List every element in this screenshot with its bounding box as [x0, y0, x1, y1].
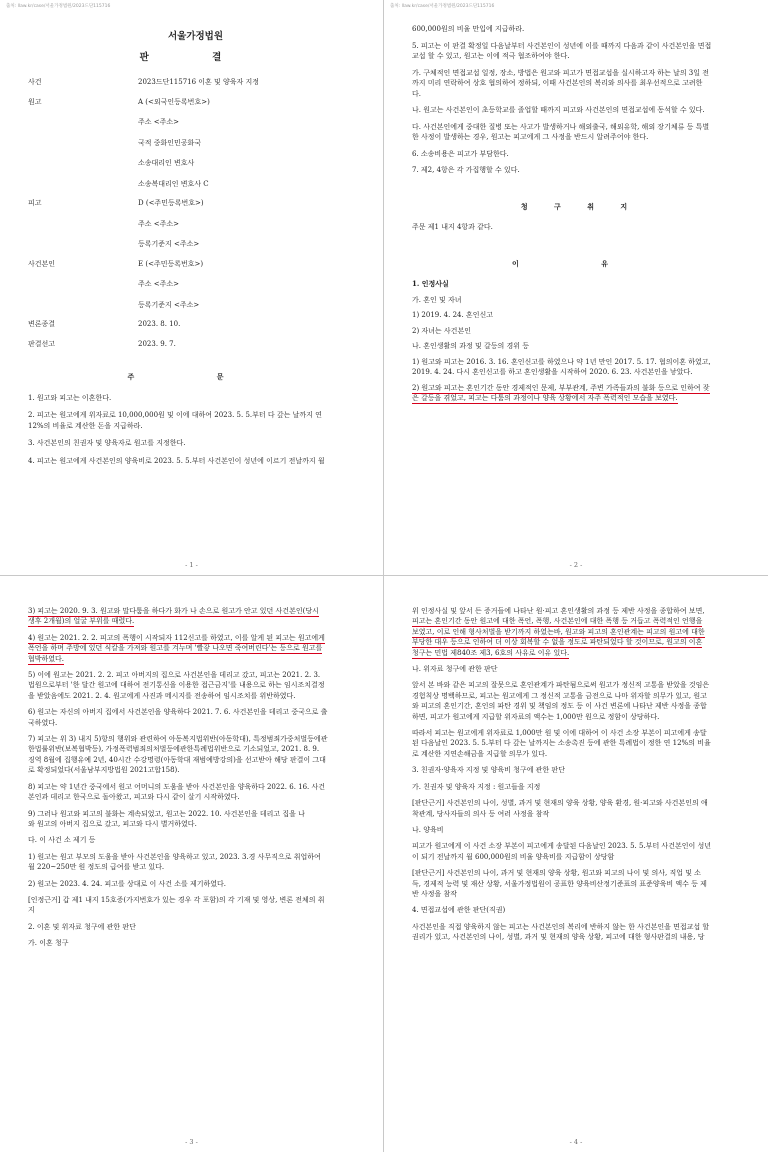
red-underline-text: 부당한 대우 등으로 인하여 더 이상 회복할 수 없을 정도로 파탄되었다 할 것이므로, 원고의 이혼	[412, 638, 703, 647]
court-name: 서울가정법원	[167, 31, 224, 42]
body-line: 징역 8월에 집행유예 2년, 40시간 수강명령(아동학대 재범예방강의)을 선고받아 해당 판결이 그대	[28, 755, 326, 764]
case-field-value: E (<주민등록번호>)	[138, 259, 204, 268]
case-field-label	[28, 158, 138, 169]
body-line: 2) 원고는 2023. 4. 24. 피고를 상대로 이 사건 소를 제기하였다.	[28, 879, 226, 888]
body-line: 착관계, 당사자들의 의사 등 여러 사정을 참작	[412, 809, 550, 818]
body-line: 득, 경제적 능력 및 재산 상황, 서울가정법원이 공표한 양육비산정기준표의 표준양육비 액수 등 제	[412, 879, 707, 888]
highlighted-line	[412, 616, 748, 626]
red-underline-text: 3) 피고는 2020. 9. 3. 원고와 말다툼을 하다가 화가 나 손으로 원고가 안고 있던 사건본인(당시	[28, 607, 319, 615]
body-line: 5) 이에 원고는 2021. 2. 2. 피고 아버지의 집으로 사건본인을 데리고 갔고, 피고는 2021. 2. 3.	[28, 671, 321, 680]
case-field-value: 등록기준지 <주소>	[138, 240, 200, 248]
case-field-label	[28, 138, 138, 149]
body-line: 9) 그러나 원고와 피고의 불화는 계속되었고, 원고는 2022. 10. 사건본인을 데리고 집을 나	[28, 809, 305, 818]
body-line: 6. 소송비용은 피고가 부담한다.	[412, 149, 509, 158]
case-field-label: 사건본인	[28, 259, 56, 268]
section-heading: 가. 친권자 및 양육자 지정 : 원고들을 지정	[412, 782, 541, 791]
document-page-4	[384, 576, 768, 1152]
body-line: 월 220~250만 원 정도의 급여를 받고 있다.	[28, 863, 165, 872]
highlighted-line	[412, 637, 748, 647]
body-line: 나. 원고는 사건본인이 초등학교를 졸업할 때까지 피고와 사건본인의 면접교섭에 동석할 수 있다.	[412, 106, 705, 114]
case-field	[28, 97, 363, 190]
order-line: 4. 피고는 원고에게 사건본인의 양육비로 2023. 5. 5.부터 사건본인이 성년에 이르기 전날까지 월	[28, 456, 325, 465]
highlighted-line	[412, 383, 748, 394]
page-header-source: 출처: llaw.kr/case/서울가정법원/2023드단115716	[390, 4, 495, 9]
body-line: 사건본인을 직접 양육하지 않는 피고는 사건본인의 복리에 반하지 않는 한 사건본인을 면접교섭 할	[412, 922, 710, 931]
body-line: 권리가 있고, 사건본인의 나이, 성별, 과거 및 현재의 양육 상황, 피고에 대한 형사판결의 내용, 당	[412, 933, 705, 942]
case-field	[28, 319, 363, 330]
highlighted-line	[28, 633, 363, 643]
case-field-label: 사건	[28, 78, 42, 86]
section-heading: 2. 이혼 및 위자료 청구에 관한 판단	[28, 922, 136, 931]
case-field-value: 소송대리인 변호사	[138, 159, 195, 167]
case-field	[28, 198, 363, 250]
case-field-label	[28, 239, 138, 250]
highlighted-line	[28, 616, 363, 626]
section-heading: 다. 이 사건 소 제기 등	[28, 836, 96, 845]
case-info-table	[28, 77, 363, 349]
case-field-label: 원고	[28, 97, 42, 106]
order-line: 12%의 비율로 계산한 돈을 지급하라.	[28, 421, 143, 430]
body-line: 다. 사건본인에게 중대한 질병 또는 사고가 발생하거나 해외출국, 해외유학, 해외 장기체류 등 특별	[412, 122, 710, 131]
section-heading: 1. 인정사실	[412, 279, 449, 288]
body-line: 한 사정이 발생하는 경우, 원고는 피고에게 그 사정을 반드시 알려주어야 한다.	[412, 133, 649, 141]
case-field	[28, 259, 363, 311]
body-line: 600,000원의 비율 만입에 지급하라.	[412, 25, 525, 33]
body-line: 5. 피고는 이 판결 확정일 다음날부터 사건본인이 성년에 이를 때까지 다음과 같이 사건본인을 면접	[412, 41, 712, 50]
case-field-value: 주소 <주소>	[138, 118, 180, 126]
body-line: 까지 미리 연락하여 상호 협의하여 정하되, 이때 사건본인의 복리와 의사를 최우선적으로 고려한	[412, 79, 703, 87]
section-heading: 가. 이혼 청구	[28, 939, 69, 948]
page-number: - 4 -	[569, 1138, 583, 1146]
section-heading: 나. 위자료 청구에 관한 판단	[412, 665, 498, 674]
red-underline-text: 협박하였다.	[28, 654, 65, 663]
order-line: 3. 사건본인의 친권자 및 양육자로 원고를 지정한다.	[28, 439, 186, 447]
case-field-label: 피고	[28, 199, 42, 207]
case-field-label	[28, 219, 138, 230]
body-line: 다.	[412, 89, 421, 98]
body-line: 8) 피고는 약 1년간 중국에서 원고 어머니의 도움을 받아 사건본인을 양육하다 2022. 6. 16. 사건	[28, 782, 326, 791]
body-line: [인정근거] 갑 제1 내지 15호증(가지번호가 있는 경우 각 포함)의 각 기재 및 영상, 변론 전체의 취	[28, 895, 325, 904]
case-field-value: A (<외국인등록번호>)	[138, 97, 210, 106]
body-line: 7) 피고는 위 3) 내지 5)항의 행위와 관련하여 아동복지법위반(아동학대), 특정범죄가중처벌등에관	[28, 735, 328, 744]
body-line: 와 피고의 혼인기간, 혼인의 파탄 경위 및 책임의 정도 등 이 사건 변론에 나타난 제반 사정을 종합	[412, 702, 707, 711]
case-field-label	[28, 279, 138, 290]
claim-title: 청 구 취 지	[520, 202, 640, 211]
case-field-value: 2023드단115716 이혼 및 양육자 지정	[138, 78, 260, 86]
body-line: 경험칙상 명백하므로, 피고는 원고에게 그 정신적 고통을 금전으로 나마 위자할 의무가 있고, 원고	[412, 691, 707, 700]
case-field-label: 판결선고	[28, 339, 56, 348]
case-field-value: 2023. 8. 10.	[138, 320, 181, 328]
body-line: 따라서 피고는 원고에게 위자료로 1,000만 원 및 이에 대하여 이 사건 소장 부본이 피고에게 송달	[412, 729, 707, 738]
document-page-3	[0, 576, 384, 1152]
body-line: 이 되기 전날까지 월 600,000원의 비율 양육비를 지급함이 상당함	[412, 852, 615, 861]
body-line: 6) 원고는 자신의 아버지 집에서 사건본인을 양육하다 2021. 7. 6. 사건본인을 데리고 중국으로 출	[28, 708, 328, 717]
body-line: 국하였다.	[28, 718, 58, 727]
section-heading: 4. 면접교섭에 관한 판단(직권)	[412, 906, 506, 915]
reason-title: 이 유	[512, 259, 648, 268]
red-underline-text: 생후 2개월)의 얼굴 부위를 때렸다.	[28, 617, 135, 626]
body-line: 2) 자녀는 사건본인	[412, 326, 471, 335]
case-field-value: 주소 <주소>	[138, 280, 180, 288]
body-line: [판단근거] 사건본인의 나이, 과거 및 현재의 양육 상황, 원고와 피고의 나이 및 의사, 직업 및 소	[412, 869, 701, 878]
red-underline-text: 4) 원고는 2021. 2. 2. 피고의 폭행이 시작되자 112신고를 하였고, 이를 알게 된 피고는 원고에게	[28, 633, 325, 642]
highlighted-line	[28, 643, 363, 653]
judgment-title: 판 결	[139, 51, 252, 63]
body-line: 와 원고의 아버지 집으로 갔고, 피고와 다시 별거하였다.	[28, 819, 197, 828]
order-title: 주 문	[127, 373, 264, 381]
body-line: 나. 혼인생활의 과정 및 갈등의 경위 등	[412, 342, 530, 350]
body-line: 1) 원고와 피고는 2016. 3. 16. 혼인신고를 하였으나 약 1년 만인 2017. 5. 17. 협의이혼 하였고,	[412, 357, 711, 366]
body-line: 교섭 할 수 있고, 원고는 이에 적극 협조하여야 한다.	[412, 52, 570, 60]
red-underline-text: 폭언을 하며 주방에 있던 식칼을 가져와 원고를 겨누며 '빨갛 나오면 죽여버린다'는 등으로 원고를	[28, 644, 323, 653]
body-line: 2019. 4. 24. 다시 혼인신고를 하고 혼인생활을 시작하여 2020. 6. 23. 사건본인을 낳았다.	[412, 368, 693, 376]
body-line: 반 사정을 참작	[412, 889, 458, 898]
body-line: 하면, 피고가 원고에게 지급할 위자료의 액수는 1,000만 원으로 정함이 상당하다.	[412, 712, 660, 721]
page-number: - 1 -	[185, 561, 198, 569]
case-field-value: 등록기준지 <주소>	[138, 300, 200, 309]
body-line: [판단근거] 사건본인의 나이, 성별, 과거 및 현재의 양육 상황, 양육 환경, 원·피고와 사건본인의 애	[412, 799, 708, 808]
order-line: 2. 피고는 원고에게 위자료로 10,000,000원 및 이에 대하여 2023. 5. 5.부터 다 갚는 날까지 연	[28, 411, 322, 419]
case-field-value: 국적 중화인민공화국	[138, 138, 202, 147]
case-field-value: 소송복대리인 변호사 C	[138, 179, 209, 188]
highlighted-line	[28, 654, 363, 664]
body-line: 법원으로부터 '한 달간 원고에 대하여 전기통신을 이용한 접근금지'를 내용으로 하는 임시조치결정	[28, 681, 325, 690]
case-field-value: 2023. 9. 7.	[138, 339, 176, 348]
red-underline-text: 은 갈등을 겪었고, 피고는 다툼의 과정이나 양육 상황에서 자주 폭력적인 모습을 보였다.	[412, 394, 678, 402]
red-underline-text: 보였고, 이로 인해 형사처벌을 받기까지 하였는바, 원고와 피고의 혼인관계는 피고의 원고에 대한	[412, 627, 705, 636]
page-number: - 3 -	[185, 1138, 198, 1146]
highlighted-line	[28, 606, 363, 616]
page-number: - 2 -	[569, 561, 583, 569]
body-line: 가. 혼인 및 자녀	[412, 295, 462, 304]
body-line: 본인과 데리고 한국으로 돌아왔고, 피고와 다시 같이 살기 시작하였다.	[28, 793, 240, 802]
case-field-label	[28, 179, 138, 190]
case-field-value: 주소 <주소>	[138, 219, 180, 228]
document-page-2	[384, 0, 768, 576]
case-field-label	[28, 300, 138, 311]
case-field-label	[28, 117, 138, 128]
page-header-source: 출처: llaw.kr/case/서울가정법원/2023드단115716	[6, 4, 111, 9]
section-heading: 3. 친권자·양육자 지정 및 양육비 청구에 관한 판단	[412, 766, 565, 775]
highlighted-line	[412, 627, 748, 637]
body-line: 1) 2019. 4. 24. 혼인신고	[412, 311, 493, 319]
section-heading: 나. 양육비	[412, 825, 444, 834]
order-line: 1. 원고와 피고는 이혼한다.	[28, 393, 112, 402]
body-line: 로 계산한 지연손해금을 지급할 의무가 있다.	[412, 749, 548, 758]
highlighted-line	[412, 393, 748, 404]
case-field	[28, 77, 363, 88]
body-line: 1) 원고는 원고 부모의 도움을 받아 사건본인을 양육하고 있고, 2023. 3.경 사무직으로 취업하여	[28, 852, 321, 861]
red-underline-text: 피고는 혼인기간 동안 원고에 대한 폭언, 폭행, 사건본인에 대한 폭행 등 거듭고 폭력적인 언행을	[412, 617, 703, 626]
red-underline-text: 청구는 민법 제840조 제3, 6호의 사유로 이유 있다.	[412, 648, 570, 657]
body-line: 지	[28, 906, 35, 915]
body-line: 위 인정사실 및 앞서 든 증거들에 나타난 원·피고 혼인생활의 과정 등 제반 사정을 종합하여 보면,	[412, 607, 705, 615]
case-field-label: 변론종결	[28, 320, 56, 328]
body-line: 된 다음날인 2023. 5. 5.부터 다 갚는 날까지는 소송촉진 등에 관한 특례법이 정한 연 12%의 비율	[412, 739, 711, 748]
body-line: 앞서 본 바와 같은 피고의 잘못으로 혼인관계가 파탄됨으로써 원고가 정신적 고통을 받았을 것임은	[412, 681, 710, 690]
order-section	[28, 393, 363, 467]
body-line: 가. 구체적인 면접교섭 일정, 장소, 방법은 원고와 피고가 면접교섭을 실시하고자 하는 날의 3일 전	[412, 68, 710, 77]
red-underline-text: 2) 원고와 피고는 혼인기간 동안 경제적인 문제, 부부관계, 주변 가족들과의 불화 등으로 인하여 잦	[412, 383, 710, 392]
case-field	[28, 339, 363, 350]
highlighted-line	[412, 648, 748, 658]
document-page-1	[0, 0, 384, 576]
body-line: 7. 제2, 4항은 각 가집행할 수 있다.	[412, 166, 520, 174]
body-line: 을 받았음에도 2021. 2. 4. 원고에게 사진과 메시지를 전송하여 임시조치를 위반하였다.	[28, 691, 296, 700]
case-field-value: D (<주민등록번호>)	[138, 199, 204, 207]
body-line: 로 확정되었다(서울남부지방법원 2021고합158).	[28, 766, 180, 775]
claim-text: 주문 제1 내지 4항과 같다.	[412, 223, 493, 231]
body-line: 피고가 원고에게 이 사건 소장 부본이 피고에게 송달된 다음날인 2023. 5. 5.부터 사건본인이 성년	[412, 842, 711, 851]
body-line: 한법률위반(보복협박등), 가정폭력범죄의처벌등에관한특례법위반으로 기소되었고, 2021. 8. 9.	[28, 745, 320, 754]
